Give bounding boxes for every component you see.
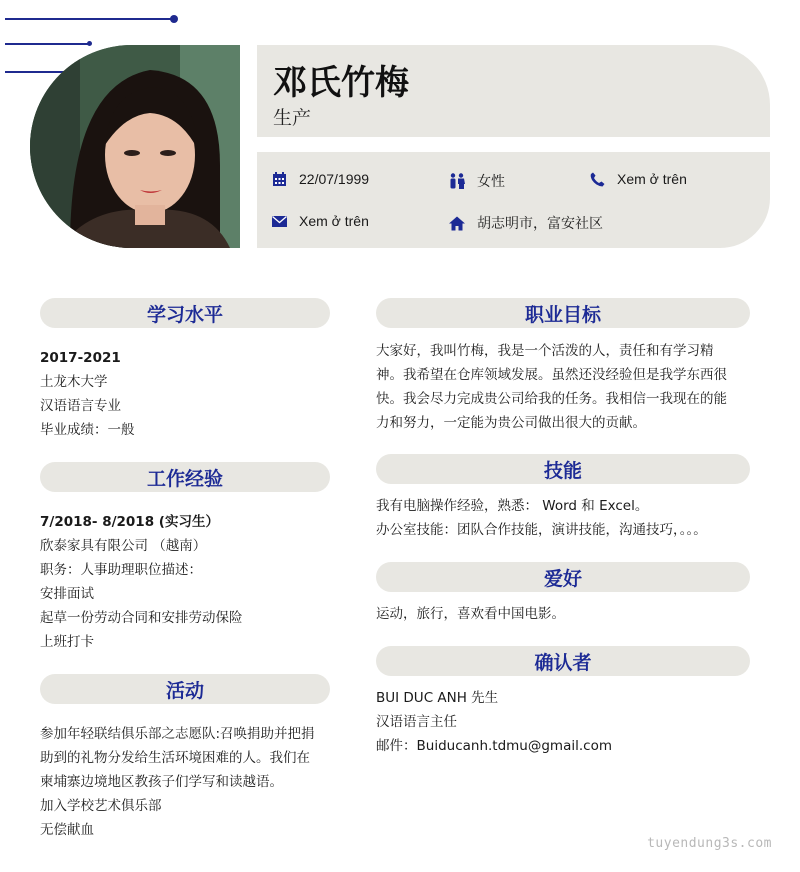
- activities-line: 无偿献血: [40, 822, 94, 838]
- hobbies-content: [376, 602, 760, 626]
- email-value: Xem ở trên: [299, 213, 369, 229]
- hobbies-line: 运动，旅行，喜欢看中国电影。: [376, 606, 565, 622]
- skills-heading: 技能: [376, 454, 750, 484]
- activities-line: 柬埔寨边境地区教孩子们学写和读越语。: [40, 774, 283, 790]
- address-value: 胡志明市，富安社区: [477, 215, 603, 231]
- objective-content: [376, 339, 760, 435]
- activities-line: 参加年轻联结俱乐部之志愿队:召唤捐助并把捐: [40, 726, 315, 742]
- activities-content: [40, 722, 335, 842]
- experience-heading: 工作经验: [40, 462, 330, 492]
- education-line: 汉语语言专业: [40, 398, 121, 414]
- experience-line: 安排面试: [40, 586, 94, 602]
- experience-line: 欣泰家具有限公司 （越南）: [40, 538, 207, 554]
- objective-line: 神。我希望在仓库领域发展。虽然还没经验但是我学东西很: [376, 367, 727, 383]
- education-line: 毕业成绩：一般: [40, 422, 135, 438]
- birthday-value: 22/07/1999: [299, 171, 370, 187]
- skills-line: 我有电脑操作经验，熟悉： Word 和 Excel。: [376, 498, 649, 514]
- profile-photo: [30, 45, 240, 248]
- gender-item: [449, 171, 505, 191]
- education-line: 土龙木大学: [40, 374, 108, 390]
- decor-line-1: [5, 18, 175, 20]
- address-item: [449, 213, 603, 233]
- activities-line: 加入学校艺术俱乐部: [40, 798, 162, 814]
- reference-line: 汉语语言主任: [376, 714, 457, 730]
- education-period: 2017-2021: [40, 350, 121, 366]
- decor-line-2: [5, 43, 90, 45]
- experience-line: 职务：人事助理职位描述：: [40, 562, 202, 578]
- site-watermark: tuyendung3s.com: [647, 836, 772, 851]
- phone-icon: [590, 172, 605, 187]
- experience-line: 上班打卡: [40, 634, 94, 650]
- email-item: [272, 213, 369, 229]
- education-heading: 学习水平: [40, 298, 330, 328]
- phone-value: Xem ở trên: [617, 171, 687, 187]
- decor-line-3: [5, 71, 65, 73]
- objective-line: 快。我会尽力完成贵公司给我的任务。我相信一我现在的能: [376, 391, 727, 407]
- name-panel: [257, 45, 770, 137]
- decor-dot-1: [170, 15, 178, 23]
- phone-item: [590, 171, 687, 187]
- gender-value: 女性: [477, 173, 505, 189]
- reference-line: 邮件：Buiducanh.tdmu@gmail.com: [376, 738, 612, 754]
- activities-line: 助到的礼物分发给生活环境困难的人。我们在: [40, 750, 310, 766]
- skills-content: [376, 494, 760, 542]
- envelope-icon: [272, 215, 287, 228]
- home-icon: [449, 216, 465, 231]
- reference-heading: 确认者: [376, 646, 750, 676]
- experience-content: [40, 510, 330, 654]
- reference-content: [376, 686, 760, 758]
- hobbies-heading: 爱好: [376, 562, 750, 592]
- experience-period: 7/2018- 8/2018 (实习生）: [40, 514, 219, 530]
- contact-panel: [257, 152, 770, 248]
- reference-line: BUI DUC ANH 先生: [376, 690, 499, 706]
- activities-heading: 活动: [40, 674, 330, 704]
- birthday-item: [272, 171, 369, 187]
- decor-dot-2: [87, 41, 92, 46]
- applied-position: 生产: [273, 107, 312, 129]
- objective-heading: 职业目标: [376, 298, 750, 328]
- objective-line: 力和努力，一定能为贵公司做出很大的贡献。: [376, 415, 646, 431]
- candidate-name: 邓氏竹梅: [273, 63, 409, 103]
- experience-line: 起草一份劳动合同和安排劳动保险: [40, 610, 243, 626]
- objective-line: 大家好，我叫竹梅，我是一个活泼的人，责任和有学习精: [376, 343, 714, 359]
- education-content: [40, 346, 330, 442]
- skills-line: 办公室技能：团队合作技能，演讲技能，沟通技巧，。。。: [376, 522, 707, 538]
- gender-icon: [449, 173, 465, 189]
- calendar-icon: [272, 172, 287, 187]
